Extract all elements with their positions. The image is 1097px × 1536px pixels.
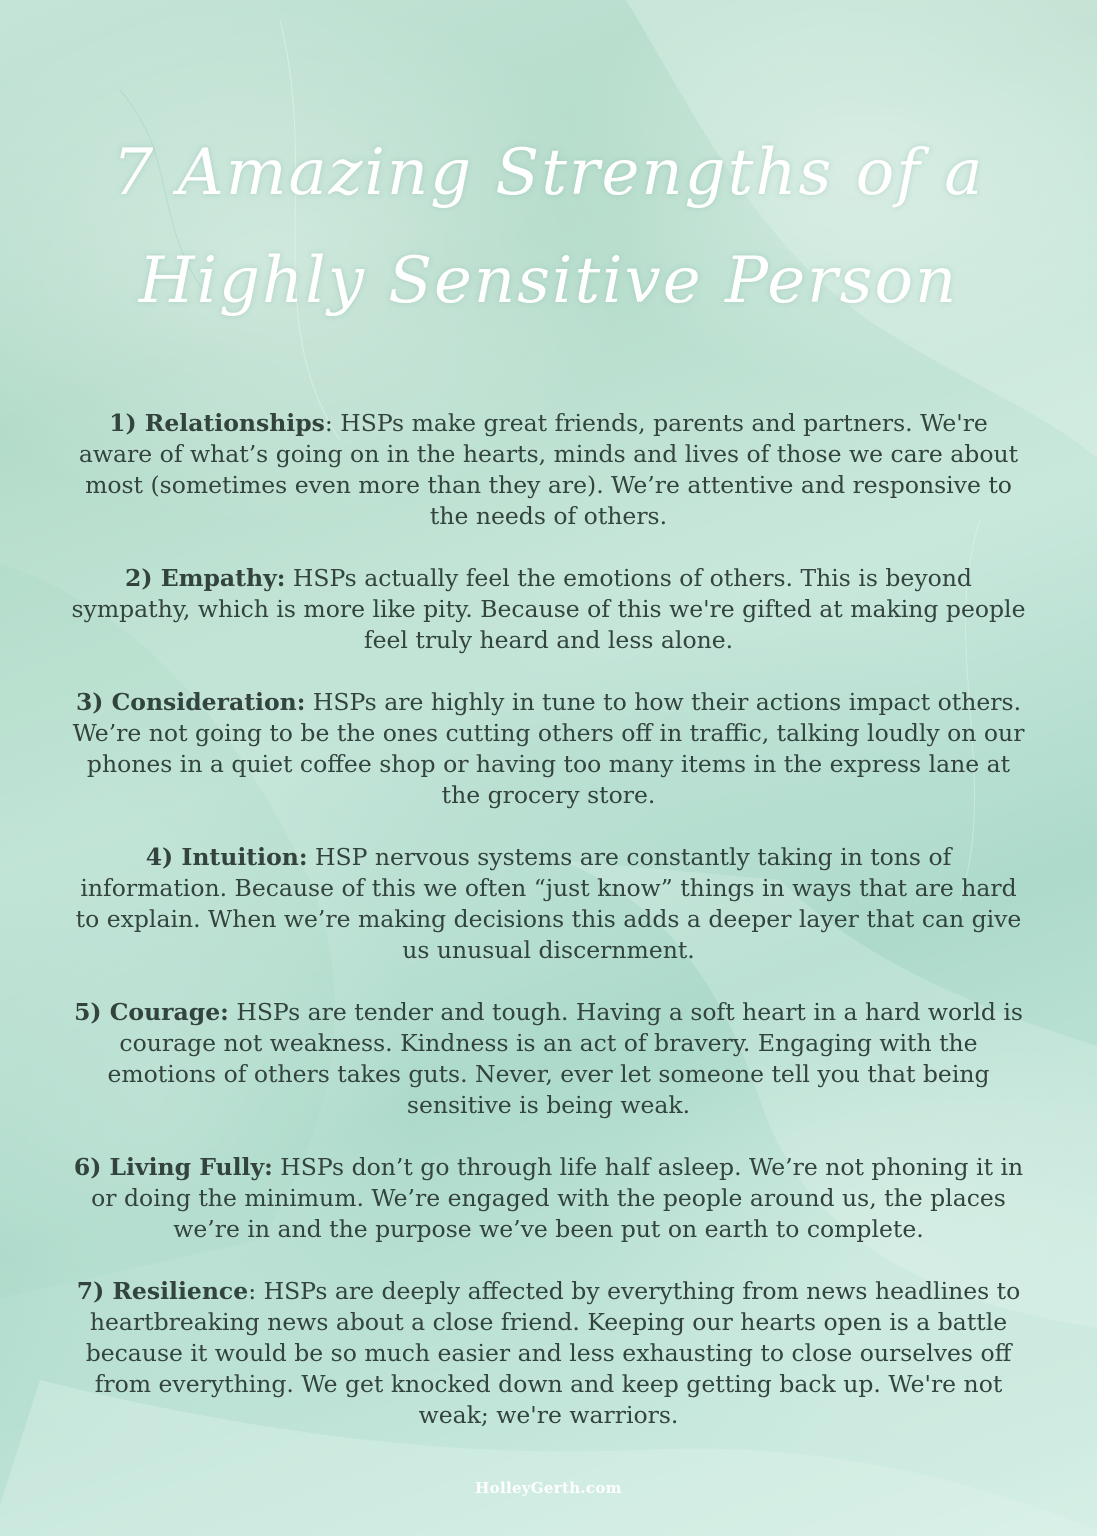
strength-text: HSPs are tender and tough. Having a soft heart in a hard world is courage not weakness. Kindness is an act of bravery. Engaging with the emotions of others takes guts. Never, ever let someone tell you that being sensitive is being weak. [107, 998, 1023, 1119]
title-line-1: 7 Amazing Strengths of a [112, 136, 985, 210]
site-credit: HolleyGerth.com [475, 1479, 622, 1497]
strength-label: 3) Consideration: [75, 688, 306, 716]
strength-intuition [70, 842, 1027, 966]
strength-separator [305, 688, 312, 716]
strength-text: HSPs are deeply affected by everything from news headlines to heartbreaking news about a close friend. Keeping our hearts open is a battle because it would be so much easier and less exhausting to close ourselves off from everything. We get knocked down and keep getting back up. We're not weak; we're warriors. [85, 1277, 1021, 1429]
strength-relationships [70, 408, 1027, 532]
strength-resilience [70, 1276, 1027, 1431]
strength-separator [308, 843, 315, 871]
strength-text: HSPs don’t go through life half asleep. We’re not phoning it in or doing the minimum. We’re engaged with the people around us, the places we’re in and the purpose we’ve been put on earth to complete. [91, 1153, 1024, 1243]
strength-text: HSPs make great friends, parents and partners. We're aware of what’s going on in the hearts, minds and lives of those we care about most (sometimes even more than they are). We’re attentive and responsive to the needs of others. [78, 409, 1019, 530]
strength-text: HSPs actually feel the emotions of others. This is beyond sympathy, which is more like pity. Because of this we're gifted at making people feel truly heard and less alone. [71, 564, 1026, 654]
strength-text: HSPs are highly in tune to how their actions impact others. We’re not going to be the ones cutting others off in traffic, talking loudly on our phones in a quiet coffee shop or having too many items in the express lane at the grocery store. [72, 688, 1025, 809]
strength-separator [285, 564, 292, 592]
strength-living-fully [70, 1152, 1027, 1245]
title-line-2: Highly Sensitive Person [138, 244, 959, 318]
strength-text: HSP nervous systems are constantly taking in tons of information. Because of this we often “just know” things in ways that are hard to explain. When we’re making decisions this adds a deeper layer that can give us unusual discernment. [75, 843, 1022, 964]
strength-separator: : [248, 1277, 264, 1305]
strength-label: 6) Living Fully: [73, 1153, 273, 1181]
strength-label: 1) Relationships [109, 409, 325, 437]
strengths-list [70, 408, 1027, 1462]
strength-label: 4) Intuition: [145, 843, 308, 871]
strength-label: 7) Resilience [76, 1277, 249, 1305]
strength-courage [70, 997, 1027, 1121]
strength-separator: : [324, 409, 341, 437]
strength-consideration [70, 687, 1027, 811]
strength-label: 2) Empathy: [125, 564, 286, 592]
strength-empathy [70, 563, 1027, 656]
strength-label: 5) Courage: [74, 998, 229, 1026]
